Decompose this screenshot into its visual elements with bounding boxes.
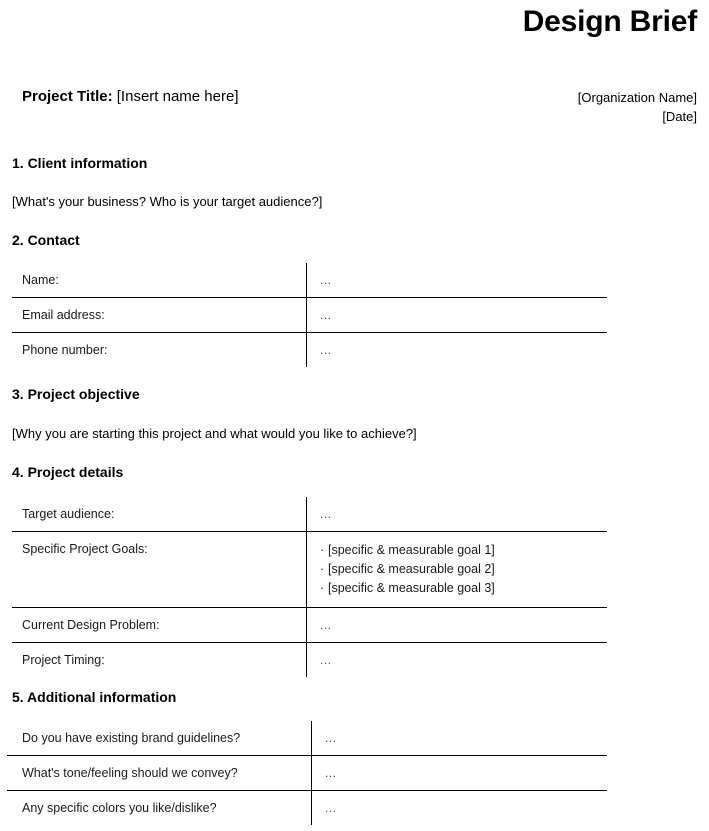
list-item-label: [specific & measurable goal 1] [328, 543, 495, 557]
table-row [12, 333, 607, 368]
project-title-line [22, 86, 239, 108]
section-prompt-client-information[interactable]: [What's your business? Who is your target audience?] [12, 194, 323, 209]
table-row [12, 608, 607, 643]
list-item-label: [specific & measurable goal 3] [328, 581, 495, 595]
section-heading-client-information: 1. Client information [12, 155, 148, 171]
row-label: Do you have existing brand guidelines? [7, 721, 312, 756]
section-heading-additional-information: 5. Additional information [12, 689, 177, 705]
row-label: Email address: [12, 298, 307, 333]
page-title: Design Brief [522, 5, 697, 38]
row-value[interactable] [307, 298, 608, 333]
additional-information-table [7, 721, 607, 825]
row-value[interactable] [307, 333, 608, 368]
document-header [22, 86, 697, 132]
contact-table [12, 263, 607, 367]
placeholder-ellipsis: ... [320, 618, 332, 632]
row-value[interactable] [307, 263, 608, 298]
table-row [12, 263, 607, 298]
section-heading-contact: 2. Contact [12, 232, 80, 248]
list-item-label: [specific & measurable goal 2] [328, 562, 495, 576]
project-details-table [12, 497, 607, 677]
row-label: Any specific colors you like/dislike? [7, 791, 312, 826]
table-row [7, 756, 607, 791]
row-value[interactable] [312, 721, 608, 756]
placeholder-ellipsis: ... [325, 766, 337, 780]
row-value[interactable] [312, 791, 608, 826]
placeholder-ellipsis: ... [320, 343, 332, 357]
placeholder-ellipsis: ... [320, 507, 332, 521]
table-row [7, 791, 607, 826]
placeholder-ellipsis: ... [325, 801, 337, 815]
placeholder-ellipsis: ... [320, 308, 332, 322]
row-value[interactable] [307, 497, 608, 532]
row-label: Current Design Problem: [12, 608, 307, 643]
list-item[interactable] [320, 579, 601, 598]
table-row [12, 497, 607, 532]
table-row [12, 532, 607, 608]
table-row [7, 721, 607, 756]
section-heading-project-details: 4. Project details [12, 464, 124, 480]
placeholder-ellipsis: ... [320, 273, 332, 287]
project-title-label: Project Title: [22, 88, 113, 105]
section-prompt-project-objective[interactable]: [Why you are starting this project and what would you like to achieve?] [12, 426, 417, 441]
bullet-icon: · [320, 581, 325, 595]
table-row [12, 643, 607, 678]
placeholder-ellipsis: ... [325, 731, 337, 745]
table-row [12, 298, 607, 333]
bullet-icon: · [320, 543, 325, 557]
project-goals-list [320, 541, 601, 598]
list-item[interactable] [320, 560, 601, 579]
row-value-goals[interactable] [307, 532, 608, 608]
placeholder-ellipsis: ... [320, 653, 332, 667]
row-value[interactable] [307, 608, 608, 643]
project-title-value[interactable]: [Insert name here] [116, 88, 239, 105]
row-label: What's tone/feeling should we convey? [7, 756, 312, 791]
document-date[interactable]: [Date] [662, 109, 697, 124]
row-label: Specific Project Goals: [12, 532, 307, 608]
row-label: Project Timing: [12, 643, 307, 678]
row-value[interactable] [307, 643, 608, 678]
list-item[interactable] [320, 541, 601, 560]
organization-name[interactable]: [Organization Name] [577, 90, 697, 105]
row-label: Target audience: [12, 497, 307, 532]
bullet-icon: · [320, 562, 325, 576]
section-heading-project-objective: 3. Project objective [12, 386, 140, 402]
organization-date-block [578, 88, 697, 126]
row-value[interactable] [312, 756, 608, 791]
row-label: Name: [12, 263, 307, 298]
row-label: Phone number: [12, 333, 307, 368]
